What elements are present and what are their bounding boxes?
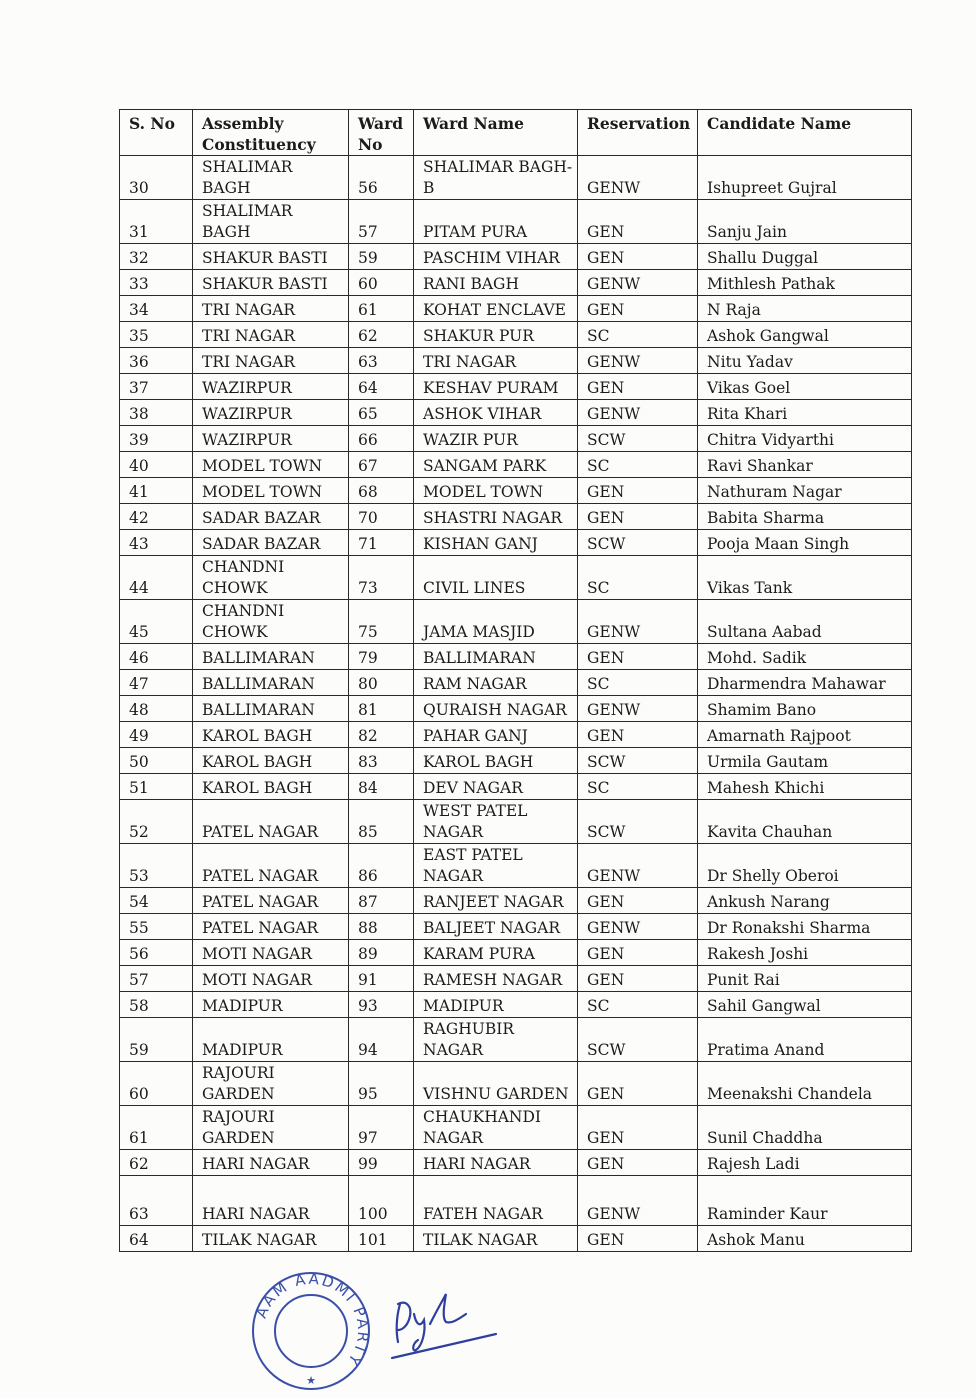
cell-reservation: GEN <box>578 1106 698 1150</box>
table-row <box>120 270 912 296</box>
cell-reservation: SCW <box>578 800 698 844</box>
cell-s-no: 43 <box>120 530 193 556</box>
table-row <box>120 322 912 348</box>
table-row <box>120 722 912 748</box>
cell-ward-name: DEV NAGAR <box>414 774 578 800</box>
cell-assembly-constituency: HARI NAGAR <box>193 1176 349 1226</box>
cell-assembly-constituency: TRI NAGAR <box>193 296 349 322</box>
cell-candidate-name: Sanju Jain <box>698 200 912 244</box>
cell-ward-name: KARAM PURA <box>414 940 578 966</box>
cell-assembly-constituency: SHALIMAR BAGH <box>193 200 349 244</box>
cell-ward-no: 101 <box>349 1226 414 1252</box>
cell-assembly-constituency: MADIPUR <box>193 1018 349 1062</box>
cell-assembly-constituency: SHAKUR BASTI <box>193 244 349 270</box>
table-row <box>120 800 912 844</box>
cell-ward-no: 68 <box>349 478 414 504</box>
cell-ward-no: 83 <box>349 748 414 774</box>
cell-candidate-name: Rita Khari <box>698 400 912 426</box>
cell-assembly-constituency: RAJOURI GARDEN <box>193 1062 349 1106</box>
cell-candidate-name: Nitu Yadav <box>698 348 912 374</box>
cell-ward-name: PASCHIM VIHAR <box>414 244 578 270</box>
cell-assembly-constituency: HARI NAGAR <box>193 1150 349 1176</box>
table-row <box>120 1226 912 1252</box>
cell-s-no: 58 <box>120 992 193 1018</box>
table-row <box>120 400 912 426</box>
cell-assembly-constituency: PATEL NAGAR <box>193 844 349 888</box>
cell-ward-name: CHAUKHANDI NAGAR <box>414 1106 578 1150</box>
cell-ward-no: 59 <box>349 244 414 270</box>
cell-assembly-constituency: MOTI NAGAR <box>193 940 349 966</box>
cell-s-no: 30 <box>120 156 193 200</box>
cell-assembly-constituency: SADAR BAZAR <box>193 530 349 556</box>
cell-s-no: 37 <box>120 374 193 400</box>
header-reservation: Reservation <box>578 110 698 156</box>
table-row <box>120 992 912 1018</box>
table-row <box>120 530 912 556</box>
cell-assembly-constituency: TRI NAGAR <box>193 348 349 374</box>
cell-candidate-name: Rakesh Joshi <box>698 940 912 966</box>
cell-assembly-constituency: WAZIRPUR <box>193 400 349 426</box>
cell-reservation: GEN <box>578 1226 698 1252</box>
cell-ward-name: BALLIMARAN <box>414 644 578 670</box>
cell-ward-no: 70 <box>349 504 414 530</box>
cell-s-no: 32 <box>120 244 193 270</box>
candidate-list-table <box>119 109 912 1252</box>
cell-s-no: 39 <box>120 426 193 452</box>
cell-ward-no: 56 <box>349 156 414 200</box>
cell-ward-no: 80 <box>349 670 414 696</box>
cell-reservation: GENW <box>578 914 698 940</box>
cell-s-no: 34 <box>120 296 193 322</box>
cell-reservation: GEN <box>578 966 698 992</box>
cell-s-no: 36 <box>120 348 193 374</box>
cell-ward-name: PITAM PURA <box>414 200 578 244</box>
cell-assembly-constituency: RAJOURI GARDEN <box>193 1106 349 1150</box>
cell-reservation: SC <box>578 322 698 348</box>
cell-s-no: 53 <box>120 844 193 888</box>
cell-ward-no: 100 <box>349 1176 414 1226</box>
table-row <box>120 888 912 914</box>
table-row <box>120 504 912 530</box>
cell-ward-no: 75 <box>349 600 414 644</box>
cell-candidate-name: Dr Ronakshi Sharma <box>698 914 912 940</box>
cell-ward-name: RAGHUBIR NAGAR <box>414 1018 578 1062</box>
cell-assembly-constituency: KAROL BAGH <box>193 748 349 774</box>
table-row <box>120 244 912 270</box>
cell-assembly-constituency: CHANDNI CHOWK <box>193 556 349 600</box>
party-seal-stamp-icon <box>250 1270 372 1392</box>
cell-reservation: GENW <box>578 270 698 296</box>
cell-ward-name: RAM NAGAR <box>414 670 578 696</box>
cell-ward-no: 61 <box>349 296 414 322</box>
cell-ward-no: 94 <box>349 1018 414 1062</box>
cell-reservation: SC <box>578 556 698 600</box>
cell-ward-name: SANGAM PARK <box>414 452 578 478</box>
table-row <box>120 670 912 696</box>
cell-reservation: GENW <box>578 156 698 200</box>
cell-candidate-name: Dr Shelly Oberoi <box>698 844 912 888</box>
cell-ward-name: FATEH NAGAR <box>414 1176 578 1226</box>
cell-ward-no: 81 <box>349 696 414 722</box>
cell-assembly-constituency: PATEL NAGAR <box>193 888 349 914</box>
cell-assembly-constituency: BALLIMARAN <box>193 644 349 670</box>
cell-assembly-constituency: SADAR BAZAR <box>193 504 349 530</box>
table-row <box>120 374 912 400</box>
cell-s-no: 49 <box>120 722 193 748</box>
svg-text:AAM AADMI PARTY: AAM AADMI PARTY <box>252 1270 372 1371</box>
cell-candidate-name: Mahesh Khichi <box>698 774 912 800</box>
cell-ward-name: MADIPUR <box>414 992 578 1018</box>
cell-reservation: SCW <box>578 1018 698 1062</box>
table-row <box>120 556 912 600</box>
cell-ward-no: 84 <box>349 774 414 800</box>
cell-assembly-constituency: MOTI NAGAR <box>193 966 349 992</box>
cell-ward-no: 85 <box>349 800 414 844</box>
cell-reservation: GENW <box>578 400 698 426</box>
cell-ward-no: 97 <box>349 1106 414 1150</box>
cell-s-no: 63 <box>120 1176 193 1226</box>
cell-s-no: 33 <box>120 270 193 296</box>
cell-s-no: 46 <box>120 644 193 670</box>
cell-assembly-constituency: BALLIMARAN <box>193 670 349 696</box>
cell-candidate-name: Urmila Gautam <box>698 748 912 774</box>
cell-ward-no: 91 <box>349 966 414 992</box>
handwritten-signature-icon <box>386 1284 504 1364</box>
cell-s-no: 61 <box>120 1106 193 1150</box>
table-row <box>120 696 912 722</box>
cell-candidate-name: Pratima Anand <box>698 1018 912 1062</box>
cell-s-no: 59 <box>120 1018 193 1062</box>
cell-candidate-name: Sahil Gangwal <box>698 992 912 1018</box>
table-row <box>120 748 912 774</box>
cell-reservation: SC <box>578 670 698 696</box>
cell-candidate-name: Sunil Chaddha <box>698 1106 912 1150</box>
table-row <box>120 452 912 478</box>
cell-s-no: 48 <box>120 696 193 722</box>
cell-assembly-constituency: PATEL NAGAR <box>193 914 349 940</box>
cell-ward-no: 95 <box>349 1062 414 1106</box>
cell-candidate-name: Mithlesh Pathak <box>698 270 912 296</box>
cell-ward-no: 87 <box>349 888 414 914</box>
cell-reservation: GEN <box>578 504 698 530</box>
table-row <box>120 600 912 644</box>
cell-candidate-name: Ankush Narang <box>698 888 912 914</box>
cell-reservation: GEN <box>578 244 698 270</box>
cell-ward-name: KISHAN GANJ <box>414 530 578 556</box>
cell-reservation: SCW <box>578 530 698 556</box>
cell-candidate-name: N Raja <box>698 296 912 322</box>
cell-candidate-name: Kavita Chauhan <box>698 800 912 844</box>
cell-reservation: GEN <box>578 940 698 966</box>
cell-ward-no: 64 <box>349 374 414 400</box>
table-row <box>120 296 912 322</box>
cell-ward-no: 63 <box>349 348 414 374</box>
cell-s-no: 40 <box>120 452 193 478</box>
cell-assembly-constituency: KAROL BAGH <box>193 722 349 748</box>
cell-assembly-constituency: WAZIRPUR <box>193 374 349 400</box>
cell-candidate-name: Ravi Shankar <box>698 452 912 478</box>
cell-s-no: 47 <box>120 670 193 696</box>
cell-assembly-constituency: KAROL BAGH <box>193 774 349 800</box>
header-ward-name: Ward Name <box>414 110 578 156</box>
cell-ward-name: QURAISH NAGAR <box>414 696 578 722</box>
cell-s-no: 45 <box>120 600 193 644</box>
cell-s-no: 62 <box>120 1150 193 1176</box>
cell-s-no: 60 <box>120 1062 193 1106</box>
cell-ward-name: TRI NAGAR <box>414 348 578 374</box>
cell-ward-name: KOHAT ENCLAVE <box>414 296 578 322</box>
cell-ward-no: 99 <box>349 1150 414 1176</box>
cell-s-no: 44 <box>120 556 193 600</box>
cell-assembly-constituency: PATEL NAGAR <box>193 800 349 844</box>
cell-ward-name: JAMA MASJID <box>414 600 578 644</box>
cell-reservation: GEN <box>578 722 698 748</box>
table-body <box>120 156 912 1252</box>
cell-ward-name: KAROL BAGH <box>414 748 578 774</box>
table-row <box>120 1106 912 1150</box>
cell-reservation: GEN <box>578 1150 698 1176</box>
svg-text:★: ★ <box>306 1374 316 1387</box>
cell-reservation: GEN <box>578 1062 698 1106</box>
cell-ward-name: CIVIL LINES <box>414 556 578 600</box>
cell-candidate-name: Shallu Duggal <box>698 244 912 270</box>
cell-ward-no: 93 <box>349 992 414 1018</box>
cell-ward-no: 67 <box>349 452 414 478</box>
header-ward-no: Ward No <box>349 110 414 156</box>
cell-reservation: SC <box>578 452 698 478</box>
cell-ward-name: SHASTRI NAGAR <box>414 504 578 530</box>
cell-reservation: GEN <box>578 478 698 504</box>
cell-ward-name: MODEL TOWN <box>414 478 578 504</box>
table-row <box>120 774 912 800</box>
cell-candidate-name: Meenakshi Chandela <box>698 1062 912 1106</box>
cell-ward-no: 86 <box>349 844 414 888</box>
cell-reservation: SCW <box>578 426 698 452</box>
cell-ward-no: 60 <box>349 270 414 296</box>
cell-ward-name: WEST PATEL NAGAR <box>414 800 578 844</box>
cell-assembly-constituency: TRI NAGAR <box>193 322 349 348</box>
cell-reservation: GEN <box>578 888 698 914</box>
cell-reservation: SC <box>578 992 698 1018</box>
cell-s-no: 57 <box>120 966 193 992</box>
cell-s-no: 42 <box>120 504 193 530</box>
cell-candidate-name: Ishupreet Gujral <box>698 156 912 200</box>
table-row <box>120 426 912 452</box>
cell-candidate-name: Pooja Maan Singh <box>698 530 912 556</box>
cell-ward-name: VISHNU GARDEN <box>414 1062 578 1106</box>
cell-reservation: GEN <box>578 200 698 244</box>
cell-ward-no: 71 <box>349 530 414 556</box>
cell-assembly-constituency: SHAKUR BASTI <box>193 270 349 296</box>
cell-reservation: GENW <box>578 1176 698 1226</box>
cell-reservation: GENW <box>578 696 698 722</box>
cell-s-no: 31 <box>120 200 193 244</box>
cell-ward-no: 79 <box>349 644 414 670</box>
table-row <box>120 156 912 200</box>
table-row <box>120 200 912 244</box>
cell-ward-name: TILAK NAGAR <box>414 1226 578 1252</box>
cell-ward-name: RANJEET NAGAR <box>414 888 578 914</box>
cell-ward-no: 57 <box>349 200 414 244</box>
cell-s-no: 38 <box>120 400 193 426</box>
cell-assembly-constituency: SHALIMAR BAGH <box>193 156 349 200</box>
cell-assembly-constituency: MODEL TOWN <box>193 452 349 478</box>
cell-candidate-name: Chitra Vidyarthi <box>698 426 912 452</box>
cell-candidate-name: Amarnath Rajpoot <box>698 722 912 748</box>
table-row <box>120 914 912 940</box>
cell-ward-name: EAST PATEL NAGAR <box>414 844 578 888</box>
table-row <box>120 478 912 504</box>
cell-reservation: GENW <box>578 600 698 644</box>
cell-ward-name: BALJEET NAGAR <box>414 914 578 940</box>
cell-ward-no: 65 <box>349 400 414 426</box>
table-row <box>120 1062 912 1106</box>
cell-ward-name: RAMESH NAGAR <box>414 966 578 992</box>
cell-candidate-name: Dharmendra Mahawar <box>698 670 912 696</box>
cell-reservation: GENW <box>578 348 698 374</box>
table-row <box>120 940 912 966</box>
header-candidate-name: Candidate Name <box>698 110 912 156</box>
cell-reservation: SC <box>578 774 698 800</box>
cell-s-no: 50 <box>120 748 193 774</box>
table-row <box>120 644 912 670</box>
cell-candidate-name: Babita Sharma <box>698 504 912 530</box>
cell-s-no: 54 <box>120 888 193 914</box>
cell-reservation: GENW <box>578 844 698 888</box>
cell-ward-no: 66 <box>349 426 414 452</box>
cell-ward-no: 89 <box>349 940 414 966</box>
cell-candidate-name: Mohd. Sadik <box>698 644 912 670</box>
cell-s-no: 55 <box>120 914 193 940</box>
cell-candidate-name: Ashok Gangwal <box>698 322 912 348</box>
cell-ward-no: 82 <box>349 722 414 748</box>
cell-ward-name: RANI BAGH <box>414 270 578 296</box>
table-row <box>120 1176 912 1226</box>
cell-assembly-constituency: WAZIRPUR <box>193 426 349 452</box>
cell-ward-name: WAZIR PUR <box>414 426 578 452</box>
cell-assembly-constituency: BALLIMARAN <box>193 696 349 722</box>
cell-candidate-name: Ashok Manu <box>698 1226 912 1252</box>
cell-assembly-constituency: CHANDNI CHOWK <box>193 600 349 644</box>
table-row <box>120 1018 912 1062</box>
cell-ward-name: PAHAR GANJ <box>414 722 578 748</box>
cell-candidate-name: Vikas Goel <box>698 374 912 400</box>
cell-reservation: SCW <box>578 748 698 774</box>
cell-ward-name: SHALIMAR BAGH-B <box>414 156 578 200</box>
header-assembly-constituency: Assembly Constituency <box>193 110 349 156</box>
cell-ward-name: HARI NAGAR <box>414 1150 578 1176</box>
cell-s-no: 64 <box>120 1226 193 1252</box>
header-s-no: S. No <box>120 110 193 156</box>
cell-ward-no: 62 <box>349 322 414 348</box>
cell-candidate-name: Raminder Kaur <box>698 1176 912 1226</box>
cell-candidate-name: Vikas Tank <box>698 556 912 600</box>
cell-reservation: GEN <box>578 296 698 322</box>
cell-candidate-name: Sultana Aabad <box>698 600 912 644</box>
cell-ward-name: KESHAV PURAM <box>414 374 578 400</box>
cell-s-no: 56 <box>120 940 193 966</box>
cell-ward-no: 88 <box>349 914 414 940</box>
cell-reservation: GEN <box>578 374 698 400</box>
cell-reservation: GEN <box>578 644 698 670</box>
cell-ward-no: 73 <box>349 556 414 600</box>
table-row <box>120 348 912 374</box>
table-row <box>120 966 912 992</box>
cell-candidate-name: Rajesh Ladi <box>698 1150 912 1176</box>
cell-ward-name: SHAKUR PUR <box>414 322 578 348</box>
cell-ward-name: ASHOK VIHAR <box>414 400 578 426</box>
table-row <box>120 1150 912 1176</box>
cell-s-no: 51 <box>120 774 193 800</box>
cell-s-no: 41 <box>120 478 193 504</box>
cell-candidate-name: Punit Rai <box>698 966 912 992</box>
cell-candidate-name: Nathuram Nagar <box>698 478 912 504</box>
cell-assembly-constituency: TILAK NAGAR <box>193 1226 349 1252</box>
cell-s-no: 52 <box>120 800 193 844</box>
cell-candidate-name: Shamim Bano <box>698 696 912 722</box>
cell-s-no: 35 <box>120 322 193 348</box>
cell-assembly-constituency: MODEL TOWN <box>193 478 349 504</box>
cell-assembly-constituency: MADIPUR <box>193 992 349 1018</box>
table-header-row <box>120 110 912 156</box>
table-row <box>120 844 912 888</box>
